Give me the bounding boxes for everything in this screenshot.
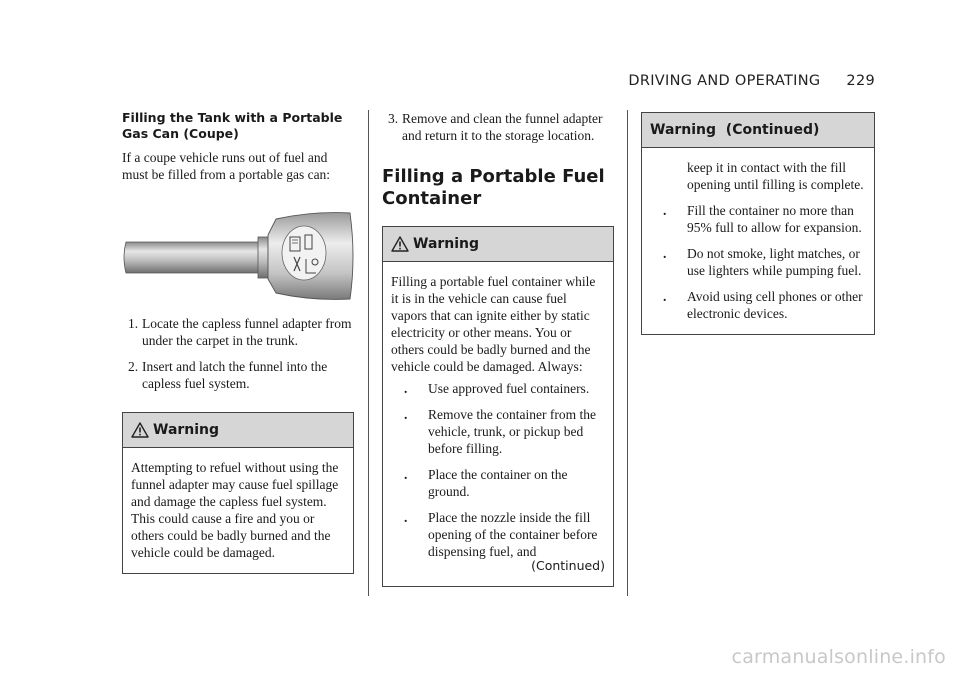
warning-box-funnel: [122, 412, 354, 574]
bullet-glyph: .: [404, 381, 408, 396]
warning-body: [383, 262, 613, 586]
warning-title: Warning: [153, 422, 220, 438]
warning-intro: Filling a portable fuel container while it is in the vehicle can cause fuel vapors that can ignite either by static electricity or other means. You or others could be badly burned and the vehicle could be damaged. Always:: [391, 274, 596, 374]
bullet-item: [650, 202, 866, 236]
column-2: [382, 110, 614, 587]
column-1: [122, 110, 354, 574]
step-number: 3.: [388, 111, 399, 126]
funnel-adapter-icon: [122, 207, 354, 303]
bullet-glyph: .: [404, 407, 408, 422]
bullet-glyph: .: [663, 246, 667, 261]
warning-triangle-icon: [391, 236, 409, 252]
warning-title: Warning: [413, 236, 480, 252]
step-number: 2.: [128, 359, 139, 374]
warning-header: [642, 113, 874, 148]
bullet-item: [391, 466, 605, 500]
bullet-item: [391, 509, 605, 560]
step-text: Remove and clean the funnel adapter and return it to the storage location.: [402, 111, 603, 143]
bullet-item: [391, 406, 605, 457]
bullet-text: Do not smoke, light matches, or use lighters while pumping fuel.: [687, 246, 862, 278]
funnel-adapter-illustration: [122, 207, 354, 303]
bullet-glyph: .: [404, 467, 408, 482]
warning-bullets: [391, 380, 605, 560]
step-text: Insert and latch the funnel into the capless fuel system.: [142, 359, 328, 391]
subheading-portable-gas-can: Filling the Tank with a Portable Gas Can (Coupe): [122, 110, 343, 141]
continued-label: (Continued): [531, 558, 605, 573]
warning-header: [383, 227, 613, 262]
bullet-text: Avoid using cell phones or other electronic devices.: [687, 289, 863, 321]
warning-header: [123, 413, 353, 448]
bullet-item: [650, 288, 866, 322]
warning-bullets: [650, 202, 866, 322]
bullet-text: Use approved fuel containers.: [428, 381, 590, 396]
step-2: [122, 358, 354, 392]
warning-box-container: [382, 226, 614, 587]
running-header: [628, 73, 875, 89]
bullet-glyph: .: [404, 510, 408, 525]
bullet-item: [391, 380, 605, 397]
bullet-text: Fill the container no more than 95% full to allow for expansion.: [687, 203, 862, 235]
section-title-header: DRIVING AND OPERATING: [628, 73, 821, 89]
section-heading-portable-container: Filling a Portable Fuel Container: [382, 166, 605, 209]
column-divider: [627, 110, 628, 596]
watermark: carmanualsonline.info: [731, 646, 946, 668]
warning-body: [642, 148, 874, 334]
bullet-text: Place the container on the ground.: [428, 467, 568, 499]
steps-list-1: [122, 315, 354, 392]
bullet-item: [650, 245, 866, 279]
step-3: [382, 110, 614, 144]
page-number: 229: [846, 73, 875, 89]
bullet-glyph: .: [663, 203, 667, 218]
warning-title: Warning (Continued): [650, 122, 820, 138]
intro-paragraph: If a coupe vehicle runs out of fuel and must be filled from a portable gas can:: [122, 150, 331, 182]
steps-list-2: [382, 110, 614, 144]
warning-triangle-icon: [131, 422, 149, 438]
column-3: [641, 110, 875, 335]
bullet-glyph: .: [663, 289, 667, 304]
warning-continuation: keep it in contact with the fill opening until filling is complete.: [687, 160, 864, 192]
step-text: Locate the capless funnel adapter from under the carpet in the trunk.: [142, 316, 352, 348]
warning-body: Attempting to refuel without using the funnel adapter may cause fuel spillage and damage the capless fuel system. This could cause a fire and you or others could be badly burned and the vehicle could be damaged.: [131, 460, 339, 560]
bullet-text: Remove the container from the vehicle, trunk, or pickup bed before filling.: [428, 407, 596, 456]
step-1: [122, 315, 354, 349]
bullet-text: Place the nozzle inside the fill opening of the container before dispensing fuel, and: [428, 510, 598, 559]
step-number: 1.: [128, 316, 139, 331]
warning-box-continued: [641, 112, 875, 335]
column-divider: [368, 110, 369, 596]
